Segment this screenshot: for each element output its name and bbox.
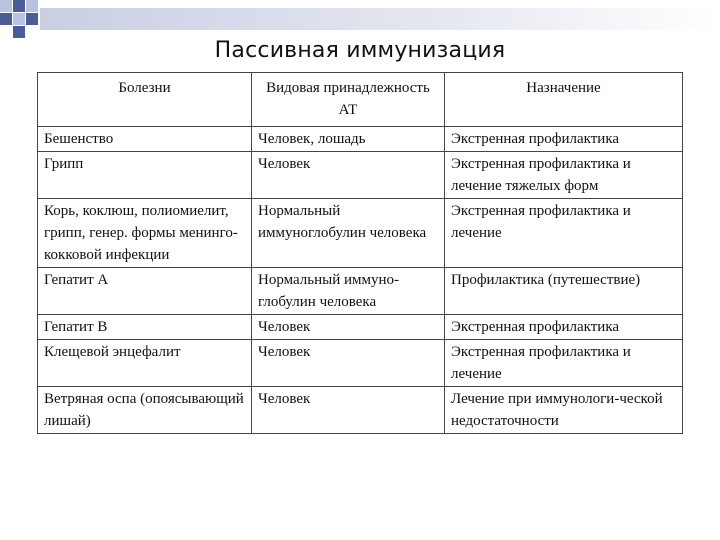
- cell-purpose: Профилактика (путешествие): [445, 268, 683, 315]
- header-purpose: Назначение: [445, 73, 683, 127]
- cell-purpose: Экстренная профилактика и лечение тяжелых форм: [445, 152, 683, 199]
- cell-antibody: Человек: [252, 340, 445, 387]
- table-header-row: [38, 73, 683, 127]
- table-row: [38, 340, 683, 387]
- cell-purpose: Экстренная профилактика и лечение: [445, 340, 683, 387]
- cell-disease: Ветряная оспа (опоясывающий лишай): [38, 387, 252, 434]
- table-row: [38, 315, 683, 340]
- deco-square: [0, 0, 12, 12]
- slide-header-decoration: [0, 0, 720, 40]
- cell-antibody: Человек: [252, 152, 445, 199]
- cell-disease: Клещевой энцефалит: [38, 340, 252, 387]
- table-row: [38, 268, 683, 315]
- table-row: [38, 152, 683, 199]
- table-row: [38, 127, 683, 152]
- deco-square: [13, 0, 25, 12]
- deco-square: [26, 13, 38, 25]
- header-antibody-species: Видовая принадлежность АТ: [252, 73, 445, 127]
- table-row: [38, 199, 683, 268]
- immunization-table: [37, 72, 683, 434]
- cell-purpose: Лечение при иммунологи-ческой недостаточности: [445, 387, 683, 434]
- cell-disease: Гепатит В: [38, 315, 252, 340]
- cell-disease: Гепатит А: [38, 268, 252, 315]
- table-row: [38, 387, 683, 434]
- deco-square: [0, 13, 12, 25]
- cell-disease: Корь, коклюш, полиомиелит, грипп, генер. формы менинго-кокковой инфекции: [38, 199, 252, 268]
- cell-antibody: Человек: [252, 387, 445, 434]
- deco-square: [13, 13, 25, 25]
- deco-square: [26, 0, 38, 12]
- cell-purpose: Экстренная профилактика и лечение: [445, 199, 683, 268]
- cell-disease: Грипп: [38, 152, 252, 199]
- cell-purpose: Экстренная профилактика: [445, 315, 683, 340]
- header-gradient-band: [40, 8, 720, 30]
- cell-antibody: Человек: [252, 315, 445, 340]
- deco-square: [13, 26, 25, 38]
- cell-disease: Бешенство: [38, 127, 252, 152]
- page-title: Пассивная иммунизация: [214, 38, 506, 63]
- cell-purpose: Экстренная профилактика: [445, 127, 683, 152]
- cell-antibody: Нормальный иммуно-глобулин человека: [252, 268, 445, 315]
- cell-antibody: Человек, лошадь: [252, 127, 445, 152]
- cell-antibody: Нормальный иммуноглобулин человека: [252, 199, 445, 268]
- header-disease: Болезни: [38, 73, 252, 127]
